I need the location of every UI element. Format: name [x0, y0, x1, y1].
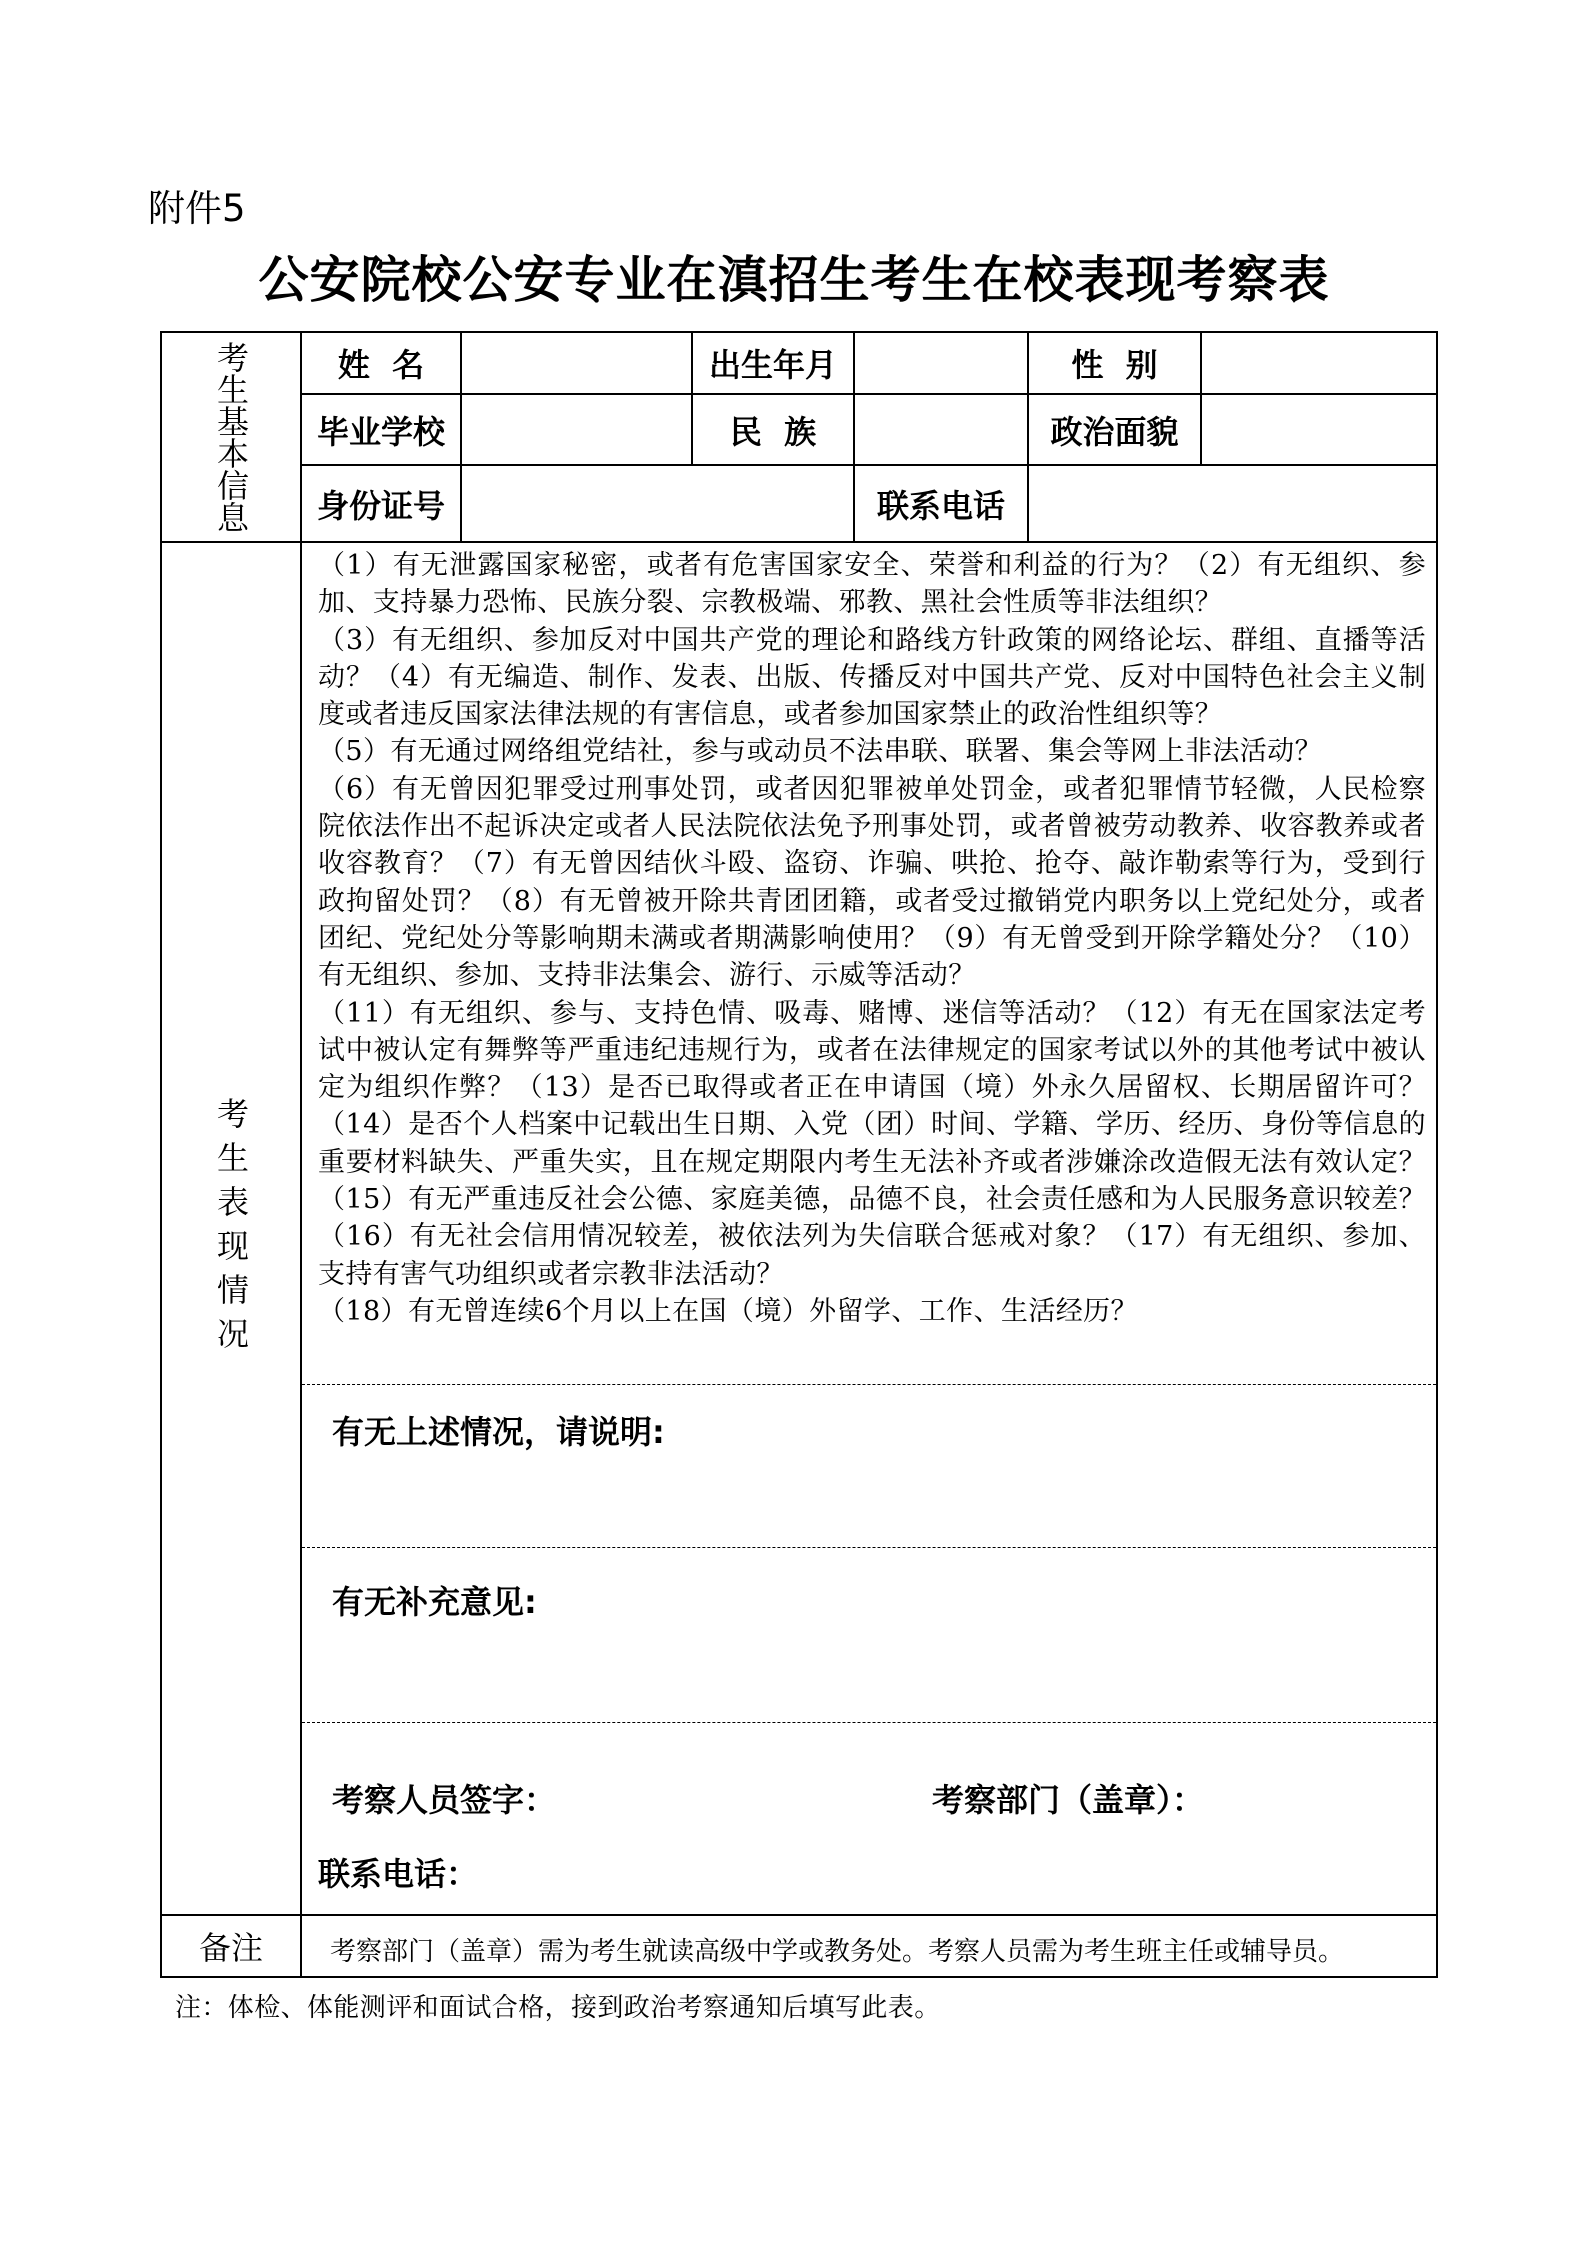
explain-label: 有无上述情况，请说明: — [332, 1413, 665, 1451]
phone-field[interactable] — [1029, 466, 1436, 541]
inspector-signature-label: 考察人员签字： — [332, 1781, 557, 1819]
political-status-field[interactable] — [1202, 395, 1436, 464]
condition-paragraph: （11）有无组织、参与、支持色情、吸毒、赌博、迷信等活动？（12）有无在国家法定考试中被认定有舞弊等严重违纪违规行为，或者在法律规定的国家考试以外的其他考试中被认定为组织作弊？（13）是否已取得或者正在申请国（境）外永久居留权、长期居留许可？（14）是否个人档案中记载出生日期、入党（团）时间、学籍、学历、经历、身份等信息的重要材料缺失、严重失实，且在规定期限内考生无法补齐或者涉嫌涂改造假无法有效认定？（15）有无严重违反社会公德、家庭美德，品德不良，社会责任感和为人民服务意识较差？（16）有无社会信用情况较差，被依法列为失信联合惩戒对象？（17）有无组织、参加、支持有害气功组织或者宗教非法活动？ — [318, 997, 1426, 1290]
ethnicity-field[interactable] — [855, 395, 1027, 464]
conditions-list — [318, 547, 1426, 1377]
birth-date-field[interactable] — [855, 333, 1027, 393]
id-number-field[interactable] — [462, 466, 853, 541]
department-seal-label: 考察部门（盖章）： — [932, 1781, 1205, 1819]
supplement-field[interactable] — [302, 1621, 1436, 1717]
ethnicity-label: 民 族 — [729, 412, 817, 451]
supplement-label: 有无补充意见: — [332, 1583, 537, 1621]
inspection-form-table — [160, 331, 1438, 1978]
school-field[interactable] — [462, 395, 691, 464]
gender-field[interactable] — [1202, 333, 1436, 393]
attachment-number: 附件5 — [148, 187, 246, 230]
birth-date-label: 出生年月 — [708, 346, 837, 384]
id-number-label: 身份证号 — [316, 486, 445, 525]
phone-label: 联系电话 — [876, 486, 1005, 525]
footnote: 注：体检、体能测评和面试合格，接到政治考察通知后填写此表。 — [175, 1993, 941, 2023]
condition-paragraph: （5）有无通过网络组党结社，参与或动员不法串联、联署、集会等网上非法活动？ — [318, 736, 1322, 768]
gender-label: 性 别 — [1071, 346, 1158, 384]
basic-info-section-text: 考生基本信息 — [212, 341, 250, 533]
condition-paragraph: （3）有无组织、参加反对中国共产党的理论和路线方针政策的网络论坛、群组、直播等活动？（4）有无编造、制作、发表、出版、传播反对中国共产党、反对中国特色社会主义制度或者违反国家法律法规的有害信息，或者参加国家禁止的政治性组织等？ — [318, 624, 1426, 731]
performance-section-text: 考生表现情况 — [212, 1096, 250, 1361]
condition-paragraph: （6）有无曾因犯罪受过刑事处罚，或者因犯罪被单处罚金，或者犯罪情节轻微，人民检察院依法作出不起诉决定或者人民法院依法免予刑事处罚，或者曾被劳动教养、收容教养或者收容教育？（7）有无曾因结伙斗殴、盗窃、诈骗、哄抢、抢夺、敲诈勒索等行为，受到行政拘留处罚？（8）有无曾被开除共青团团籍，或者受过撤销党内职务以上党纪处分，或者团纪、党纪处分等影响期未满或者期满影响使用？（9）有无曾受到开除学籍处分？（10）有无组织、参加、支持非法集会、游行、示威等活动？ — [318, 773, 1426, 992]
remarks-label: 备注 — [198, 1929, 263, 1967]
contact-phone-label: 联系电话： — [318, 1855, 479, 1893]
explain-field[interactable] — [302, 1451, 1436, 1543]
basic-info-section-label — [162, 333, 300, 541]
school-label: 毕业学校 — [316, 412, 445, 451]
document-title: 公安院校公安专业在滇招生考生在校表现考察表 — [258, 250, 1330, 309]
performance-section-label — [162, 543, 300, 1914]
name-field[interactable] — [462, 333, 691, 393]
condition-paragraph: （18）有无曾连续6个月以上在国（境）外留学、工作、生活经历？ — [318, 1295, 1138, 1327]
condition-paragraph: （1）有无泄露国家秘密，或者有危害国家安全、荣誉和利益的行为？（2）有无组织、参加、支持暴力恐怖、民族分裂、宗教极端、邪教、黑社会性质等非法组织？ — [318, 550, 1426, 619]
political-status-label: 政治面貌 — [1050, 412, 1179, 451]
name-label: 姓 名 — [337, 346, 425, 384]
remarks-text: 考察部门（盖章）需为考生就读高级中学或教务处。考察人员需为考生班主任或辅导员。 — [330, 1937, 1345, 1967]
